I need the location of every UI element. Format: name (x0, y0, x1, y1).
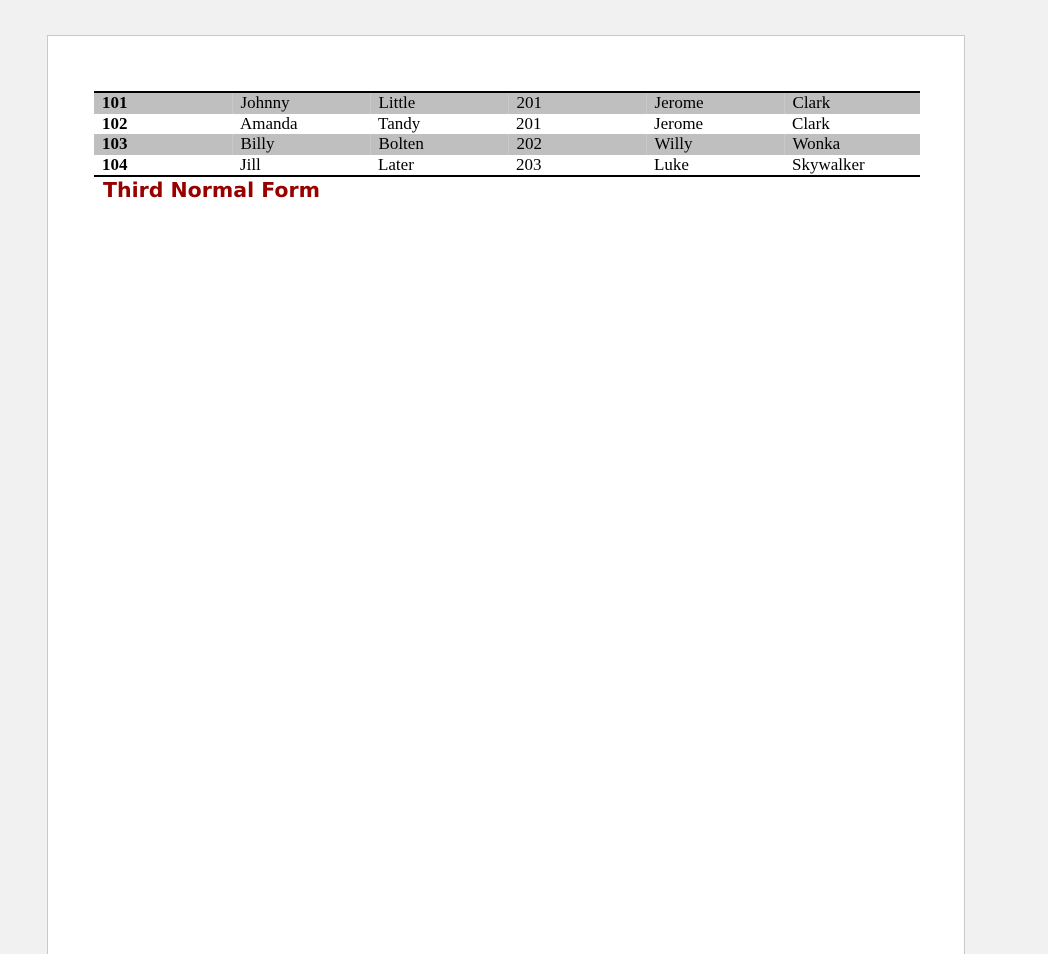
table-cell: Clark (784, 92, 920, 114)
table-cell: Tandy (378, 113, 421, 133)
table-cell: Little (370, 92, 508, 114)
table-cell: Wonka (784, 134, 920, 155)
table-row (94, 155, 920, 177)
table-cell-id: 104 (102, 154, 128, 174)
table-cell: 201 (516, 113, 542, 133)
table-cell-id: 102 (102, 113, 128, 133)
table-cell: Johnny (232, 92, 370, 114)
table-cell: 201 (508, 92, 646, 114)
table-cell: Jerome (654, 113, 704, 133)
table-cell: Luke (654, 154, 689, 174)
table-row (94, 92, 920, 114)
table-cell: Billy (232, 134, 370, 155)
table-cell: 202 (508, 134, 646, 155)
table-cell: 203 (516, 154, 542, 174)
table-row (94, 114, 920, 135)
table-row (94, 134, 920, 155)
table-cell: Jerome (646, 92, 784, 114)
section-heading: Third Normal Form (103, 178, 320, 202)
table-cell-id: 101 (94, 92, 232, 114)
data-table (94, 91, 920, 177)
table-cell: Jill (240, 154, 261, 174)
table-cell: Amanda (240, 113, 298, 133)
table-cell: Bolten (370, 134, 508, 155)
table-cell: Clark (792, 113, 830, 133)
table-cell: Skywalker (792, 154, 865, 174)
table-cell: Willy (646, 134, 784, 155)
table-cell: Later (378, 154, 414, 174)
document-page[interactable] (47, 35, 965, 954)
table-cell-id: 103 (94, 134, 232, 155)
